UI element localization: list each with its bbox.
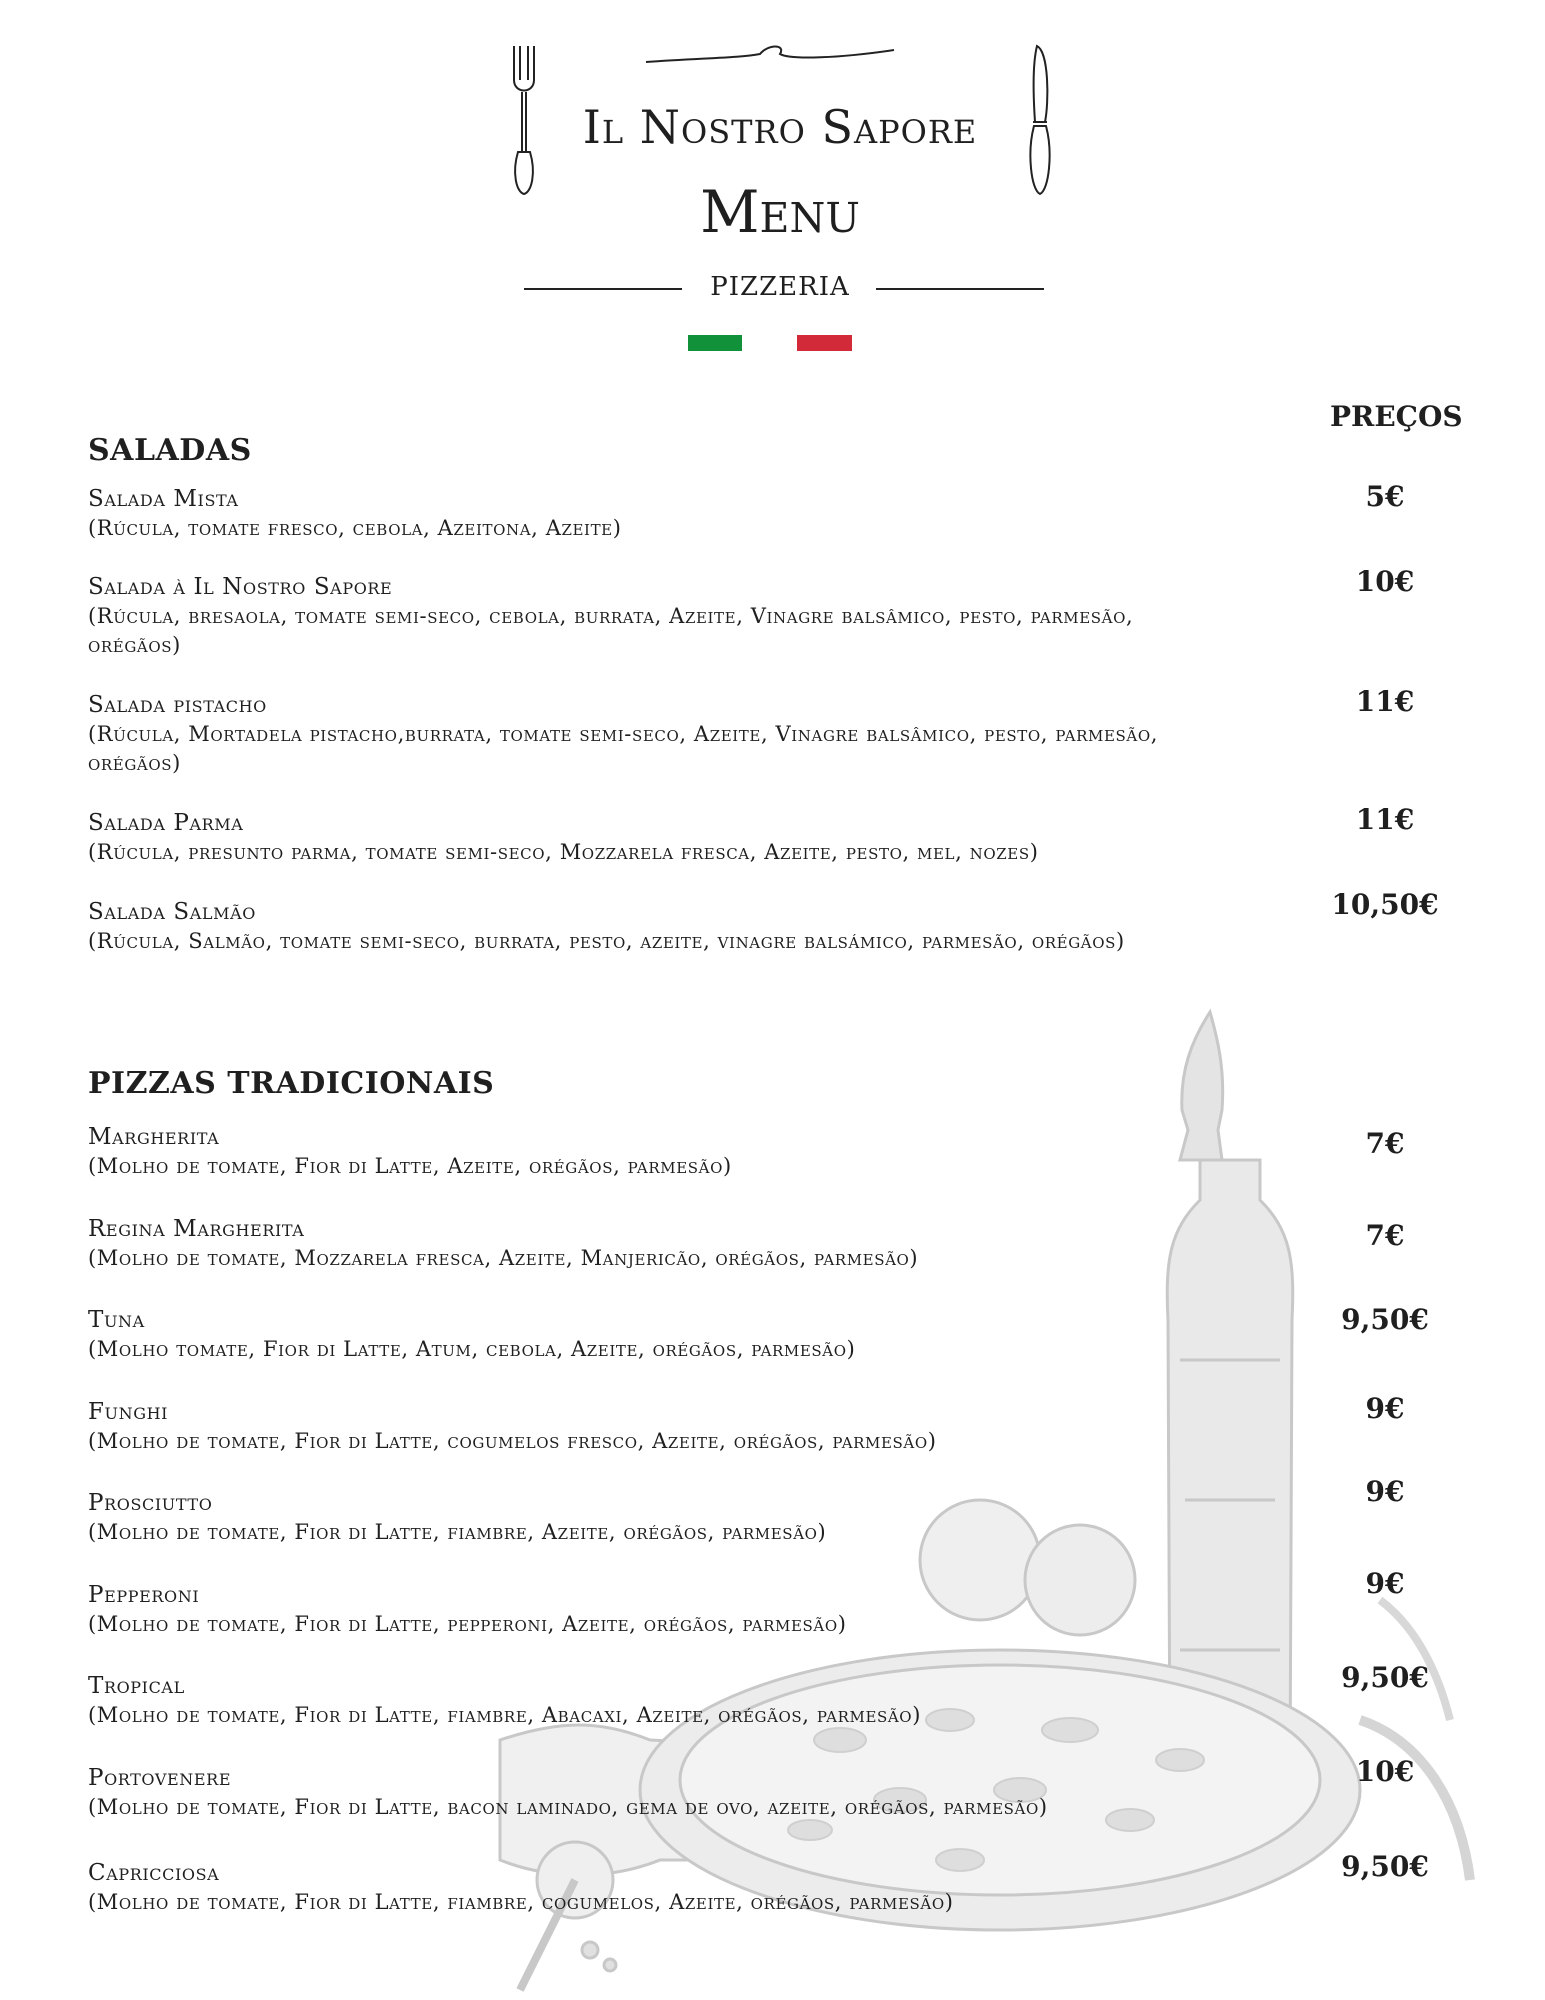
menu-item	[88, 1488, 1248, 1547]
prices-header: PREÇOS	[1330, 400, 1463, 433]
item-description: (Molho de tomate, Fior di Latte, cogumelos fresco, Azeite, orégãos, parmesão)	[88, 1429, 937, 1453]
section-title: SALADAS	[88, 433, 252, 468]
item-name: Prosciutto	[88, 1490, 213, 1516]
item-name: Salada Salmão	[88, 899, 256, 925]
item-description: (Rúcula, Salmão, tomate semi-seco, burrata, pesto, azeite, vinagre balsámico, parmesão, orégãos)	[88, 929, 1125, 953]
item-name: Tropical	[88, 1673, 185, 1699]
item-price: 9,50€	[1341, 1850, 1429, 1883]
menu-item	[88, 1671, 1248, 1730]
item-description: (Molho tomate, Fior di Latte, Atum, cebola, Azeite, orégãos, parmesão)	[88, 1337, 856, 1361]
item-description: (Molho de tomate, Fior di Latte, bacon laminado, gema de ovo, azeite, orégãos, parmesão)	[88, 1795, 1048, 1819]
item-price: 10,50€	[1331, 888, 1439, 921]
menu-item	[88, 690, 1248, 778]
item-description: (Molho de tomate, Fior di Latte, fiambre, Azeite, orégãos, parmesão)	[88, 1520, 827, 1544]
item-name: Salada Mista	[88, 486, 239, 512]
menu-item	[88, 1763, 1248, 1822]
menu-item	[88, 1580, 1248, 1639]
item-price: 10€	[1355, 1755, 1415, 1788]
menu-item	[88, 1214, 1248, 1273]
menu-item	[88, 484, 1248, 543]
section-title: PIZZAS TRADICIONAIS	[88, 1066, 495, 1101]
item-price: 5€	[1365, 480, 1405, 513]
flourish-ornament	[640, 40, 900, 70]
item-price: 9,50€	[1341, 1303, 1429, 1336]
flag-stripe-green	[688, 335, 742, 351]
item-price: 9,50€	[1341, 1661, 1429, 1694]
item-description: (Rúcula, tomate fresco, cebola, Azeitona, Azeite)	[88, 516, 622, 540]
item-description: (Molho de tomate, Mozzarela fresca, Azeite, Manjericão, orégãos, parmesão)	[88, 1246, 919, 1270]
item-price: 11€	[1355, 685, 1415, 718]
item-description: (Molho de tomate, Fior di Latte, Azeite, orégãos, parmesão)	[88, 1154, 732, 1178]
item-name: Capricciosa	[88, 1860, 220, 1886]
item-price: 7€	[1365, 1219, 1405, 1252]
subtitle: PIZZERIA	[710, 272, 850, 302]
menu-item	[88, 1397, 1248, 1456]
item-name: Funghi	[88, 1399, 169, 1425]
menu-item	[88, 572, 1248, 660]
item-price: 7€	[1365, 1127, 1405, 1160]
menu-item	[88, 1305, 1248, 1364]
item-description: (Molho de tomate, Fior di Latte, pepperoni, Azeite, orégãos, parmesão)	[88, 1612, 847, 1636]
item-name: Salada à Il Nostro Sapore	[88, 574, 393, 600]
item-price: 9€	[1365, 1567, 1405, 1600]
item-name: Pepperoni	[88, 1582, 200, 1608]
item-name: Salada pistacho	[88, 692, 267, 718]
divider-right	[876, 288, 1044, 290]
item-price: 9€	[1365, 1392, 1405, 1425]
item-name: Salada Parma	[88, 810, 244, 836]
item-description: (Molho de tomate, Fior di Latte, fiambre, cogumelos, Azeite, orégãos, parmesão)	[88, 1890, 954, 1914]
menu-item	[88, 1858, 1248, 1917]
item-price: 11€	[1355, 803, 1415, 836]
item-description: (Molho de tomate, Fior di Latte, fiambre, Abacaxi, Azeite, orégãos, parmesão)	[88, 1703, 921, 1727]
item-name: Tuna	[88, 1307, 145, 1333]
item-description: (Rúcula, presunto parma, tomate semi-seco, Mozzarela fresca, Azeite, pesto, mel, nozes)	[88, 840, 1039, 864]
flag-stripe-red	[797, 335, 852, 351]
menu-item	[88, 808, 1248, 867]
item-name: Regina Margherita	[88, 1216, 305, 1242]
item-price: 9€	[1365, 1475, 1405, 1508]
divider-left	[524, 288, 682, 290]
restaurant-name: Il Nostro Sapore	[582, 100, 978, 154]
menu-title: Menu	[700, 178, 860, 246]
menu-item	[88, 897, 1248, 956]
item-name: Margherita	[88, 1124, 220, 1150]
item-description: (Rúcula, Mortadela pistacho,burrata, tomate semi-seco, Azeite, Vinagre balsâmico, pesto, parmesão, orégãos)	[88, 722, 1158, 775]
item-price: 10€	[1355, 565, 1415, 598]
item-name: Portovenere	[88, 1765, 232, 1791]
menu-item	[88, 1122, 1248, 1181]
item-description: (Rúcula, bresaola, tomate semi-seco, cebola, burrata, Azeite, Vinagre balsâmico, pesto, parmesão, orégãos)	[88, 604, 1134, 657]
